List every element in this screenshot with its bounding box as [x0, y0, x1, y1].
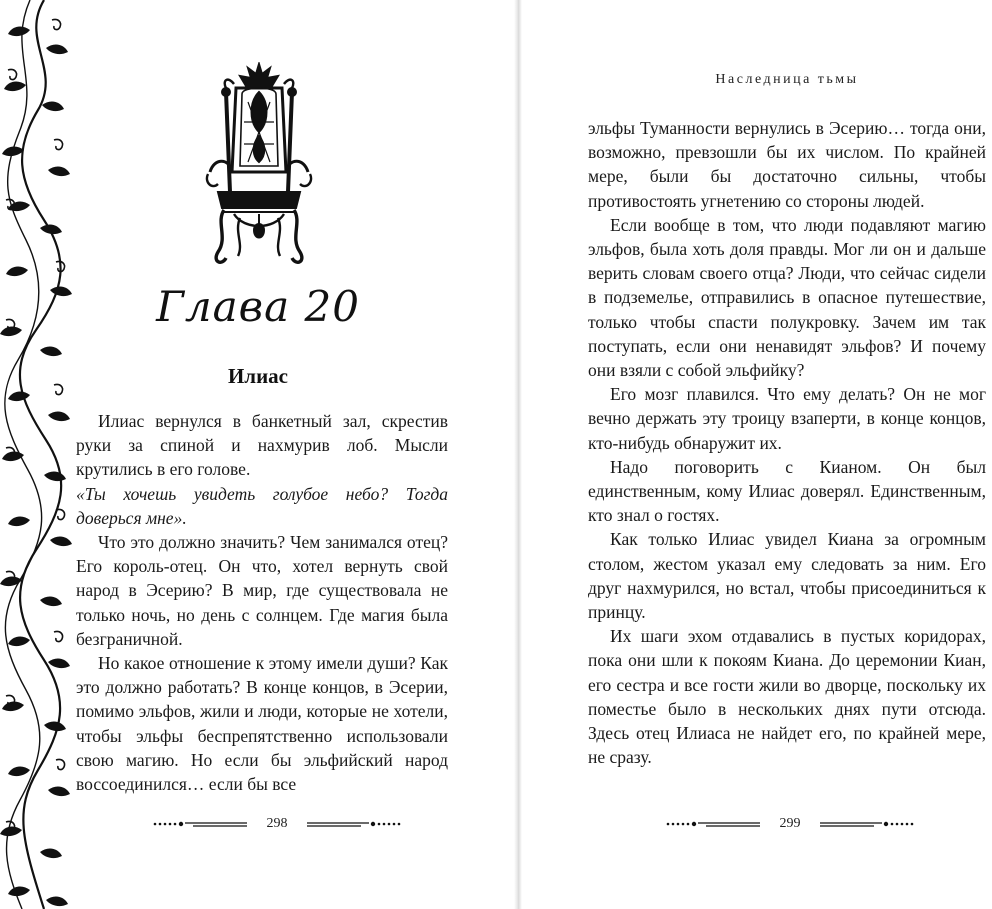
chapter-subtitle: Илиас — [227, 364, 289, 388]
running-head: Наследница тьмы — [715, 72, 859, 87]
footer-ornament-right — [818, 819, 914, 829]
paragraph: Его мозг плавился. Что ему делать? Он не мог вечно держать эту троицу взаперти, в конце концов, кто-нибудь обнаружит их. — [588, 384, 986, 453]
paragraph: эльфы Туманности вернулись в Эсерию… тогда они, возможно, превзошли бы их числом. По крайней мере, были бы достаточно сильны, чтобы противостоять угнетению со стороны людей. — [588, 118, 986, 211]
page-number: 299 — [779, 816, 801, 831]
paragraph: Илиас вернулся в банкетный зал, скрестив руки за спиной и нахмурив лоб. Мысли крутились в его голове. — [76, 411, 448, 480]
paragraph: Если вообще в том, что люди подавляют магию эльфов, была хоть доля правды. Мог ли он и дальше верить словам своего отца? Люди, что сейчас сидели в подземелье, отправились в опасное путешествие, только чтобы спасти полукровку. Зачем им так поступать, если они ненавидят эльфов? И почему они взяли с собой эльфийку? — [588, 214, 986, 381]
paragraph: Надо поговорить с Кианом. Он был единственным, кому Илиас доверял. Единственным, кто знал о гостях. — [588, 456, 986, 526]
throne-icon — [204, 62, 314, 268]
chapter-title: Глава 20 — [156, 282, 360, 331]
paragraph: Но какое отношение к этому имели души? Как это должно работать? В конце концов, в Эсерии, помимо эльфов, жили и люди, которые не хотели, чтобы эльфы беспрепятственно использовали свою магию. Но если бы эльфийский народ воссоединился… если бы все — [76, 653, 448, 795]
vine-ornament — [0, 0, 72, 909]
page-footer — [640, 813, 940, 835]
paragraph: Как только Илиас увидел Киана за огромным столом, жестом указал ему следовать за ним. Его друг нахмурился, но встал, чтобы присоединиться к принцу. — [588, 529, 986, 623]
paragraph: Что это должно значить? Чем занимался отец? Его король-отец. Он что, хотел вернуть свой народ в Эсерию? В мир, где существовала не только ночь, но день с солнцем. Где магия была безграничной. — [76, 532, 448, 649]
footer-ornament-right — [305, 819, 401, 829]
page-footer — [112, 813, 442, 835]
left-page — [72, 0, 520, 909]
paragraph: Их шаги эхом отдавались в пустых коридорах, пока они шли к покоям Киана. До церемонии Киан, его сестра и все гости жили во дворце, поскольку их поместье было в нескольких днях пути отсюда. Здесь отец Илиаса не найдет его, по крайней мере, не сразу. — [588, 626, 986, 768]
footer-ornament-left — [666, 819, 762, 829]
page-number: 298 — [266, 816, 288, 831]
right-page-text — [588, 116, 986, 769]
left-page-text — [76, 409, 448, 796]
paragraph-quote: «Ты хочешь увидеть голубое небо? Тогда доверься мне». — [76, 483, 448, 528]
footer-ornament-left — [153, 819, 249, 829]
right-page — [528, 0, 992, 909]
